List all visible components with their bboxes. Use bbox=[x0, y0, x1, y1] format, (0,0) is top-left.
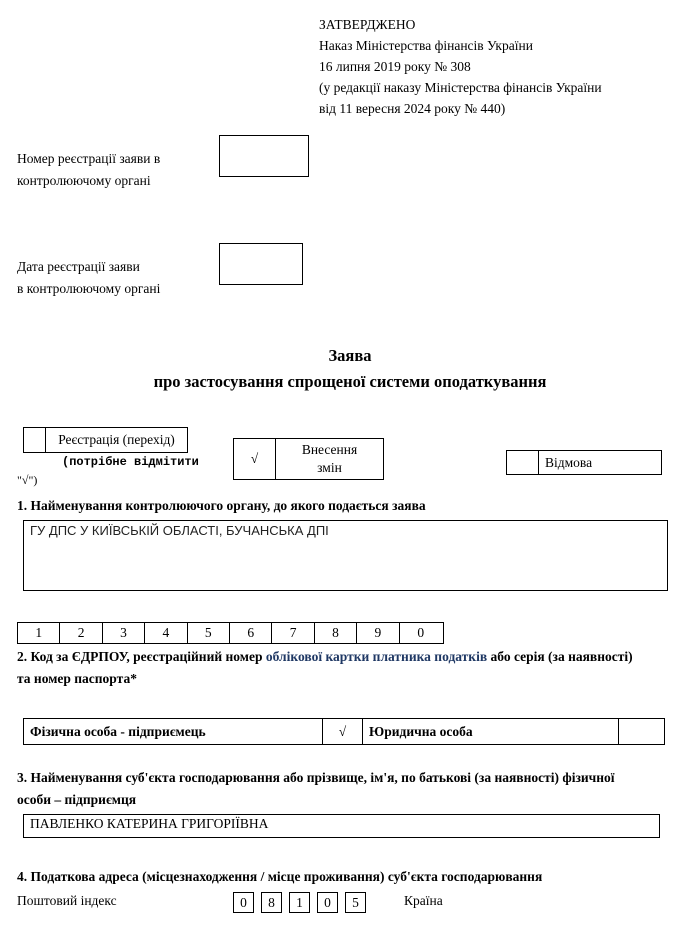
postal-code-digit[interactable]: 0 bbox=[317, 892, 338, 913]
individual-entrepreneur-label: Фізична особа - підприємець bbox=[24, 719, 323, 744]
tax-code-digit[interactable]: 6 bbox=[230, 623, 272, 643]
tax-authority-field[interactable]: ГУ ДПС У КИЇВСЬКІЙ ОБЛАСТІ, БУЧАНСЬКА ДПІ bbox=[23, 520, 668, 591]
changes-option[interactable] bbox=[233, 438, 384, 480]
mark-hint-symbol: "√") bbox=[17, 473, 38, 487]
postal-code-field[interactable] bbox=[233, 892, 373, 914]
tax-code-digit[interactable]: 3 bbox=[103, 623, 145, 643]
approval-line-2: 16 липня 2019 року № 308 bbox=[319, 59, 471, 74]
entity-name-field[interactable]: ПАВЛЕНКО КАТЕРИНА ГРИГОРІЇВНА bbox=[23, 814, 660, 838]
registration-number-field[interactable] bbox=[219, 135, 309, 177]
changes-checkbox[interactable]: √ bbox=[234, 439, 276, 479]
individual-entrepreneur-checkbox[interactable]: √ bbox=[323, 719, 363, 744]
refusal-option[interactable] bbox=[506, 450, 662, 475]
taxpayer-card-link[interactable]: облікової картки платника податків bbox=[265, 649, 488, 664]
changes-option-label: Внесення змін bbox=[301, 442, 358, 475]
postal-code-digit[interactable]: 1 bbox=[289, 892, 310, 913]
entity-type-row bbox=[23, 718, 665, 745]
tax-code-digit[interactable]: 1 bbox=[18, 623, 60, 643]
tax-code-digit[interactable]: 0 bbox=[417, 625, 425, 640]
tax-code-digit[interactable]: 8 bbox=[315, 623, 357, 643]
tax-code-digit[interactable]: 7 bbox=[272, 623, 314, 643]
approval-line-3: (у редакції наказу Міністерства фінансів України bbox=[319, 80, 602, 95]
refusal-option-label: Відмова bbox=[545, 454, 593, 470]
registration-date-label: Дата реєстрації заяви в контролюючому органі bbox=[17, 259, 161, 296]
postal-code-digit[interactable]: 0 bbox=[233, 892, 254, 913]
refusal-checkbox[interactable] bbox=[507, 451, 539, 474]
registration-number-label: Номер реєстрації заяви в контролюючому органі bbox=[17, 151, 161, 188]
approval-block bbox=[319, 14, 602, 119]
postal-code-label: Поштовий індекс bbox=[17, 893, 117, 908]
section-1-title: 1. Найменування контролюючого органу, до якого подається заява bbox=[17, 498, 426, 513]
registration-checkbox[interactable] bbox=[24, 428, 46, 452]
section-3-title: 3. Найменування суб'єкта господарювання або прізвище, ім'я, по батькові (за наявності) фізичної особи – підприємця bbox=[17, 770, 615, 807]
tax-code-digit[interactable]: 5 bbox=[188, 623, 230, 643]
approval-title: ЗАТВЕРДЖЕНО bbox=[319, 17, 416, 32]
section-2-title: 2. Код за ЄДРПОУ, реєстраційний номер облікової картки платника податків або серія (за наявності) та номер паспорта* bbox=[17, 649, 633, 686]
tax-code-digits bbox=[17, 622, 444, 644]
tax-code-digit[interactable]: 2 bbox=[60, 623, 102, 643]
document-subtitle: про застосування спрощеної системи оподаткування bbox=[153, 372, 547, 391]
mark-hint: (потрібне відмітити bbox=[62, 455, 199, 469]
legal-entity-label: Юридична особа bbox=[363, 719, 619, 744]
approval-line-1: Наказ Міністерства фінансів України bbox=[319, 38, 533, 53]
registration-option[interactable] bbox=[23, 427, 188, 453]
section-4-title: 4. Податкова адреса (місцезнаходження / місце проживання) суб'єкта господарювання bbox=[17, 869, 543, 884]
document-title: Заява bbox=[328, 346, 372, 365]
tax-code-digit[interactable]: 9 bbox=[357, 623, 399, 643]
legal-entity-checkbox[interactable] bbox=[619, 719, 663, 744]
registration-date-field[interactable] bbox=[219, 243, 303, 285]
tax-code-digit[interactable]: 4 bbox=[145, 623, 187, 643]
postal-code-digit[interactable]: 5 bbox=[345, 892, 366, 913]
postal-code-digit[interactable]: 8 bbox=[261, 892, 282, 913]
registration-option-label: Реєстрація (перехід) bbox=[58, 432, 175, 447]
country-label: Країна bbox=[404, 893, 443, 908]
approval-line-4: від 11 вересня 2024 року № 440) bbox=[319, 101, 506, 116]
